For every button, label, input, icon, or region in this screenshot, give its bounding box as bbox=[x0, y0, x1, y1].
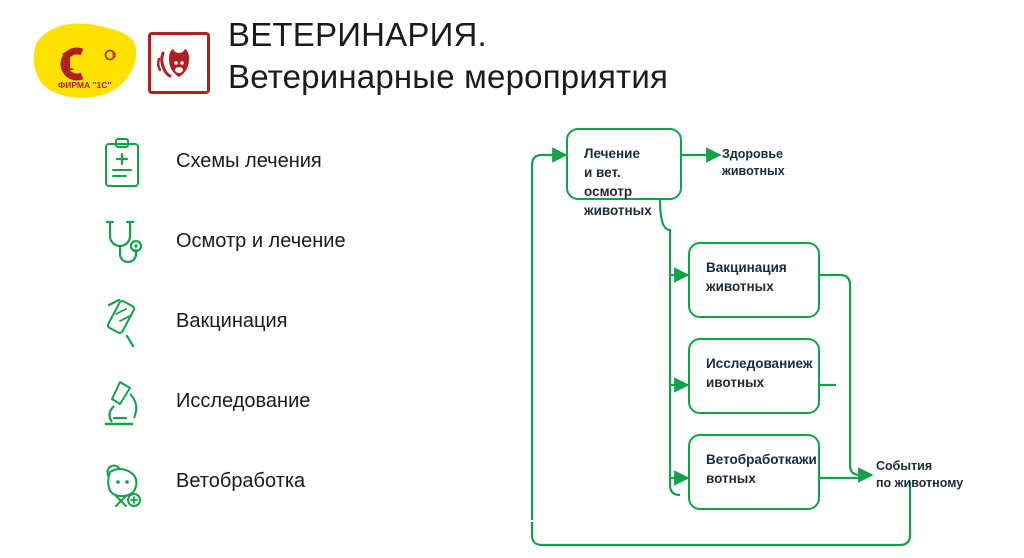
label-health bbox=[722, 146, 785, 180]
node-vet-treatment-line1: Ветобработкажи bbox=[706, 452, 817, 467]
node-research[interactable] bbox=[688, 338, 820, 414]
feature-list bbox=[90, 132, 490, 532]
process-flow-diagram bbox=[510, 110, 1010, 550]
feature-label: Схемы лечения bbox=[176, 150, 322, 172]
stethoscope-icon bbox=[96, 216, 150, 274]
title-line-2: Ветеринарные мероприятия bbox=[228, 58, 669, 95]
label-health-line1: Здоровье bbox=[722, 147, 783, 161]
logo-1c bbox=[30, 20, 140, 102]
list-item bbox=[90, 292, 490, 372]
node-treatment-line2: и вет. осмотр bbox=[584, 165, 633, 199]
svg-text:R: R bbox=[112, 53, 117, 59]
feature-label: Ветобработка bbox=[176, 470, 306, 492]
clipboard-medical-icon bbox=[96, 136, 150, 194]
page-title bbox=[228, 14, 988, 98]
logo-sub-label: ФИРМА "1С" bbox=[58, 80, 112, 90]
animal-treatment-icon bbox=[96, 456, 150, 514]
list-item bbox=[90, 452, 490, 532]
feature-label: Вакцинация bbox=[176, 310, 288, 332]
list-item bbox=[90, 212, 490, 292]
page-header bbox=[0, 0, 1024, 120]
list-item bbox=[90, 132, 490, 212]
veterinary-logo-icon bbox=[148, 32, 210, 94]
svg-text:1: 1 bbox=[60, 44, 75, 77]
label-health-line2: животных bbox=[722, 164, 785, 178]
node-vet-treatment-line2: вотных bbox=[706, 471, 756, 486]
node-research-line2: ивотных bbox=[706, 375, 765, 390]
node-treatment[interactable] bbox=[566, 128, 682, 218]
feature-label: Осмотр и лечение bbox=[176, 230, 346, 252]
feature-label: Исследование bbox=[176, 390, 311, 412]
list-item bbox=[90, 372, 490, 452]
syringe-icon bbox=[96, 296, 150, 354]
label-events-line2: по животному bbox=[876, 476, 964, 490]
node-vaccination[interactable] bbox=[688, 242, 820, 318]
node-vet-treatment[interactable] bbox=[688, 434, 820, 510]
microscope-icon bbox=[96, 376, 150, 434]
title-line-1: ВЕТЕРИНАРИЯ. bbox=[228, 16, 487, 53]
node-research-line1: Исследованиеж bbox=[706, 356, 813, 371]
node-vaccination-line2: животных bbox=[706, 279, 774, 294]
node-treatment-line1: Лечение bbox=[584, 146, 640, 161]
label-events bbox=[876, 458, 963, 492]
label-events-line1: События bbox=[876, 459, 933, 473]
node-treatment-line3: животных bbox=[584, 203, 652, 218]
node-vaccination-line1: Вакцинация bbox=[706, 260, 787, 275]
